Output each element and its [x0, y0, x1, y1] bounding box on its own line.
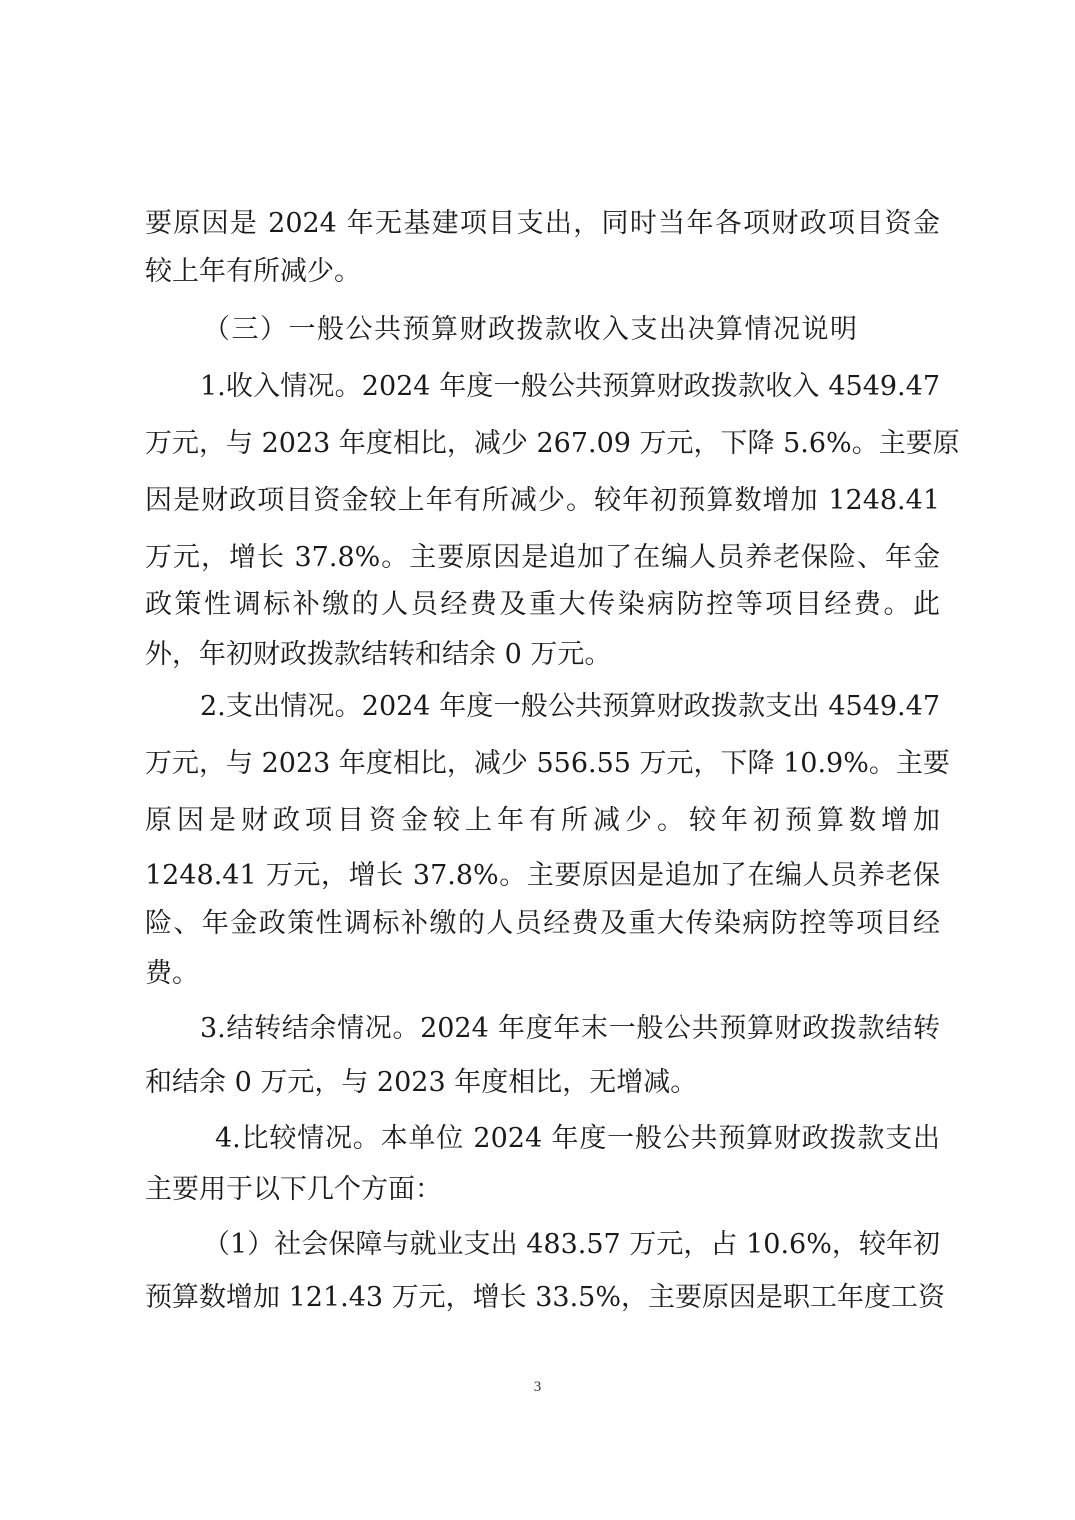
text-line: 外，年初财政拨款结转和结余 0 万元。: [145, 639, 612, 670]
paragraph-start: 2.支出情况。2024 年度一般公共预算财政拨款支出 4549.47: [200, 691, 940, 722]
paragraph-start: 1.收入情况。2024 年度一般公共预算财政拨款收入 4549.47: [200, 371, 940, 402]
text-line: 原因是财政项目资金较上年有所减少。较年初预算数增加: [145, 805, 940, 836]
paragraph-start: 4.比较情况。本单位 2024 年度一般公共预算财政拨款支出: [215, 1123, 940, 1154]
text-line: 险、年金政策性调标补缴的人员经费及重大传染病防控等项目经: [145, 908, 940, 939]
text-line: 政策性调标补缴的人员经费及重大传染病防控等项目经费。此: [145, 589, 940, 620]
text-line: 和结余 0 万元，与 2023 年度相比，无增减。: [145, 1067, 698, 1098]
page-number: 3: [533, 1379, 542, 1395]
paragraph-start: 3.结转结余情况。2024 年度年末一般公共预算财政拨款结转: [200, 1013, 940, 1044]
section-heading: （三）一般公共预算财政拨款收入支出决算情况说明: [203, 314, 859, 345]
text-line: 因是财政项目资金较上年有所减少。较年初预算数增加 1248.41: [145, 485, 940, 516]
paragraph-start: （1）社会保障与就业支出 483.57 万元，占 10.6%，较年初: [203, 1229, 940, 1260]
text-line: 主要用于以下几个方面：: [145, 1174, 442, 1205]
text-line: 万元，与 2023 年度相比，减少 556.55 万元，下降 10.9%。主要: [145, 748, 950, 779]
text-line: 万元，与 2023 年度相比，减少 267.09 万元，下降 5.6%。主要原: [145, 428, 960, 459]
text-line: 预算数增加 121.43 万元，增长 33.5%，主要原因是职工年度工资: [145, 1282, 945, 1313]
text-line: 要原因是 2024 年无基建项目支出，同时当年各项财政项目资金: [145, 208, 940, 239]
text-line: 较上年有所减少。: [145, 256, 361, 287]
text-line: 万元，增长 37.8%。主要原因是追加了在编人员养老保险、年金: [145, 542, 940, 573]
text-line: 费。: [145, 958, 199, 989]
text-line: 1248.41 万元，增长 37.8%。主要原因是追加了在编人员养老保: [145, 860, 940, 891]
